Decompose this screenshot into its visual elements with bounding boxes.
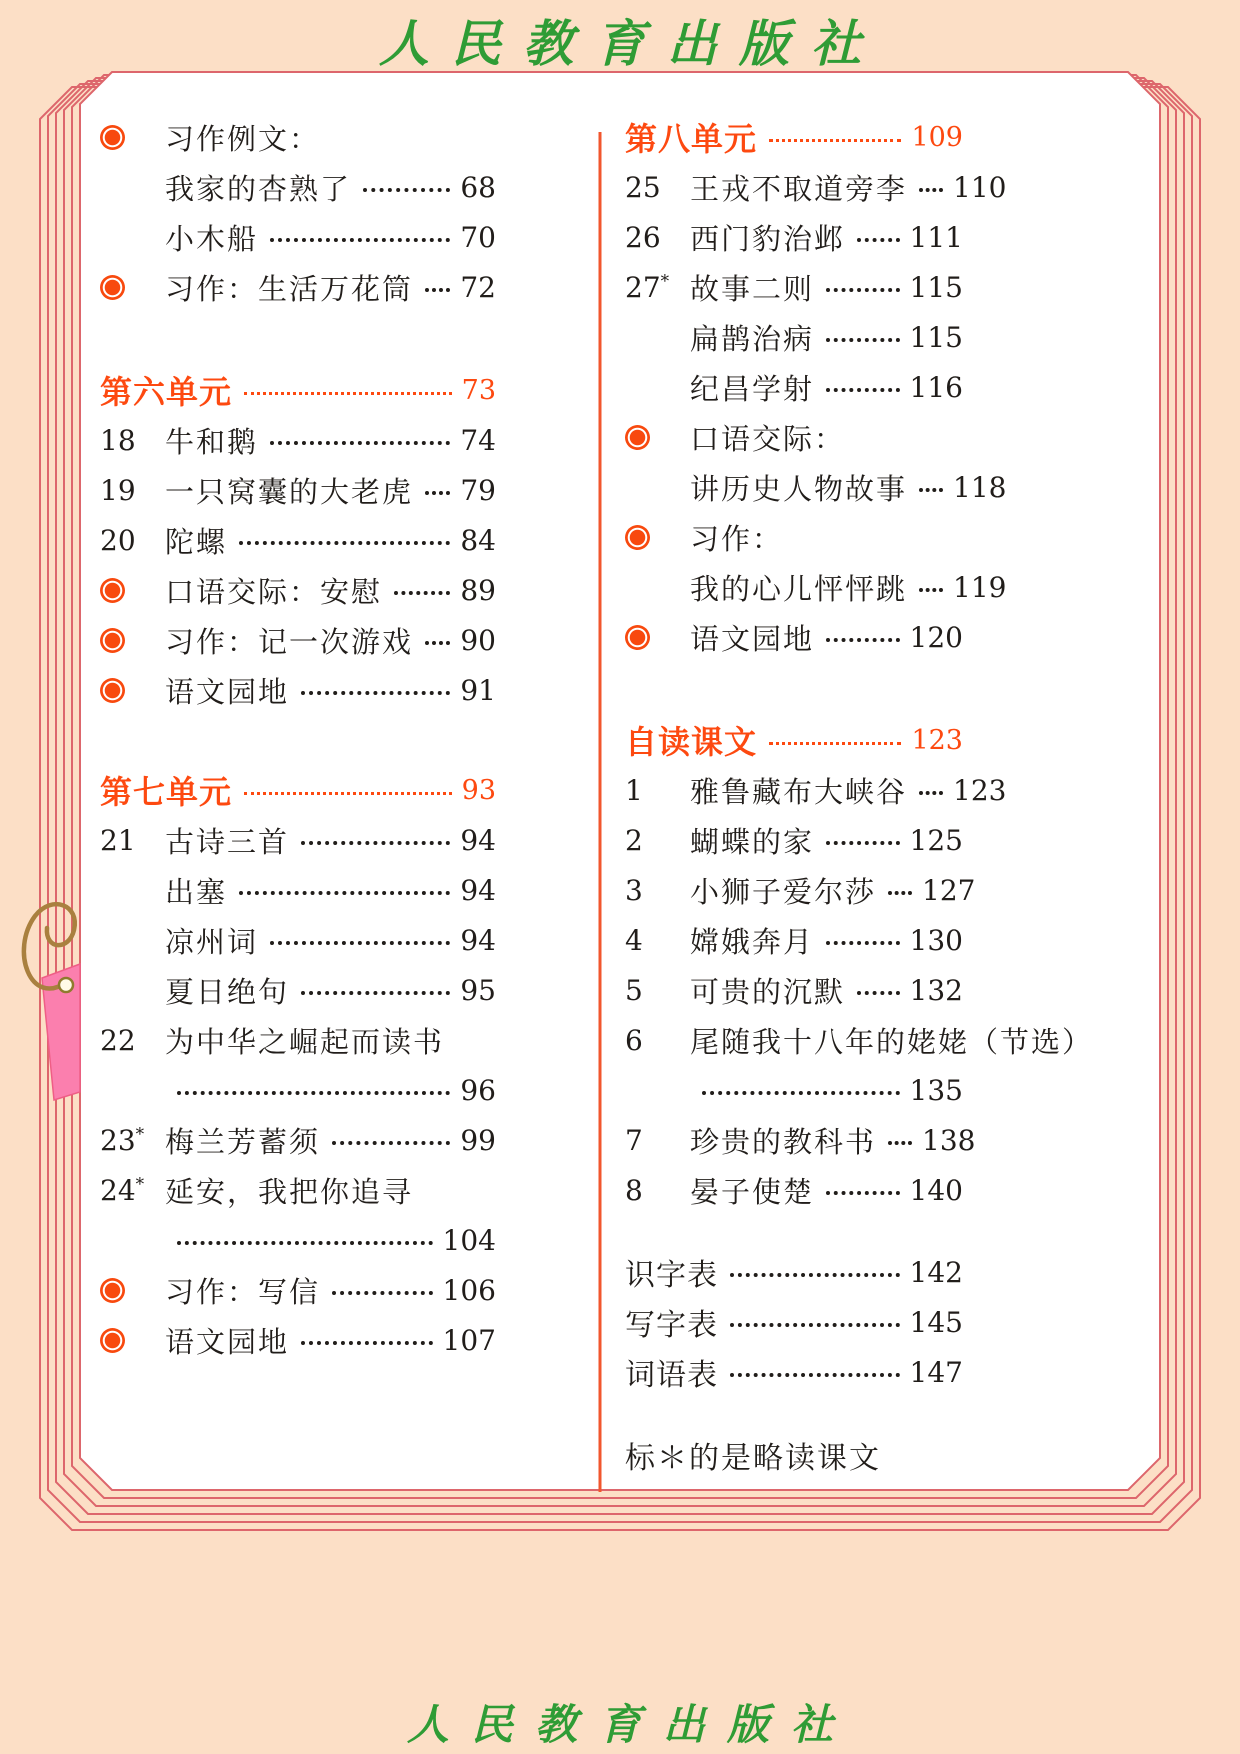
- dot-leader: [301, 691, 450, 695]
- lesson-number: 20: [100, 523, 136, 557]
- toc-entry: [100, 415, 496, 465]
- bullet-icon: [100, 678, 125, 703]
- entry-bullet-gutter: [100, 275, 165, 300]
- dot-leader: [239, 541, 450, 545]
- entry-title: 夏日绝句: [165, 976, 290, 1009]
- toc-entry: [100, 112, 496, 162]
- lesson-number: 25: [625, 170, 661, 204]
- dot-leader: [244, 792, 452, 795]
- entry-number-gutter: [625, 1174, 690, 1207]
- lesson-number: 19: [100, 473, 136, 507]
- toc-entry: [625, 765, 1007, 815]
- dot-leader: [730, 1323, 900, 1327]
- page-number: 91: [460, 673, 496, 707]
- lesson-number: 4: [625, 923, 643, 957]
- entry-title: 语文园地: [690, 623, 815, 656]
- lesson-number: 23*: [100, 1123, 145, 1157]
- toc-entry: [100, 162, 496, 212]
- page-number: 109: [911, 121, 963, 153]
- page-number: 95: [460, 973, 496, 1007]
- section-heading: [625, 112, 963, 162]
- dot-leader: [826, 338, 900, 342]
- page-number: 132: [909, 973, 963, 1007]
- entry-title: 牛和鹅: [165, 426, 259, 459]
- toc-entry: [625, 562, 1007, 612]
- page-number: 130: [909, 923, 963, 957]
- toc-entry: [100, 615, 496, 665]
- section-heading: [625, 715, 963, 765]
- dot-leader: [239, 891, 450, 895]
- dot-leader: [769, 139, 901, 142]
- toc-entry: [625, 462, 1007, 512]
- page-number: 123: [911, 724, 963, 756]
- entry-title: 习作：写信: [165, 1276, 321, 1309]
- toc-entry: [625, 815, 963, 865]
- section-title: 第六单元: [100, 374, 233, 410]
- section-heading: [100, 765, 496, 815]
- lesson-number: 21: [100, 823, 136, 857]
- entry-title: 一只窝囊的大老虎: [165, 476, 414, 509]
- toc-entry: [100, 1015, 496, 1065]
- dot-leader: [425, 491, 450, 495]
- entry-bullet-gutter: [100, 1278, 165, 1303]
- toc-column-left: [100, 112, 496, 1365]
- bullet-icon: [100, 1328, 125, 1353]
- dot-leader: [919, 791, 943, 795]
- dot-leader: [888, 891, 912, 895]
- toc-entry: [100, 1215, 496, 1265]
- page-number: 99: [460, 1123, 496, 1157]
- entry-title: 词语表: [625, 1359, 718, 1392]
- entry-title: 梅兰芳蓄须: [165, 1126, 321, 1159]
- page-number: 94: [460, 873, 496, 907]
- dot-leader: [826, 288, 900, 292]
- toc-entry: [625, 212, 963, 262]
- toc-entry: [100, 1065, 496, 1115]
- skim-text-star: *: [135, 1174, 145, 1195]
- dot-leader: [730, 1373, 900, 1377]
- page-number: 106: [442, 1273, 496, 1307]
- entry-title: 我家的杏熟了: [165, 173, 352, 206]
- page-number: 73: [461, 374, 496, 406]
- dot-leader: [363, 188, 450, 192]
- page-number: 115: [909, 320, 963, 354]
- entry-bullet-gutter: [100, 578, 165, 603]
- page-number: 140: [909, 1173, 963, 1207]
- lesson-number: 2: [625, 823, 643, 857]
- page-number: 94: [460, 923, 496, 957]
- dot-leader: [301, 1341, 433, 1345]
- section-gap: [625, 1215, 963, 1247]
- toc-entry: [625, 1065, 963, 1115]
- entry-bullet-gutter: [100, 125, 165, 150]
- footnote: [625, 1430, 963, 1480]
- entry-title: 口语交际：安慰: [165, 576, 383, 609]
- dot-leader: [826, 388, 900, 392]
- entry-title: 习作：生活万花筒: [165, 273, 414, 306]
- entry-title: 小狮子爱尔莎: [690, 876, 877, 909]
- page-number: 104: [442, 1223, 496, 1257]
- bullet-icon: [625, 625, 650, 650]
- entry-title: 尾随我十八年的姥姥（节选）: [690, 1026, 1094, 1059]
- toc-entry: [625, 1247, 963, 1297]
- entry-title: 讲历史人物故事: [690, 473, 908, 506]
- bullet-icon: [100, 275, 125, 300]
- toc-entry: [625, 965, 963, 1015]
- page-number: 115: [909, 270, 963, 304]
- entry-number-gutter: [625, 774, 690, 807]
- toc-entry: [625, 262, 963, 312]
- bookmark: [24, 904, 80, 1100]
- page-number: 70: [460, 220, 496, 254]
- entry-bullet-gutter: [100, 1328, 165, 1353]
- toc-entry: [100, 665, 496, 715]
- entry-number-gutter: [625, 1124, 690, 1157]
- page-number: 138: [922, 1123, 976, 1157]
- dot-leader: [769, 742, 901, 745]
- dot-leader: [826, 638, 900, 642]
- lesson-number: 18: [100, 423, 136, 457]
- page-number: 89: [460, 573, 496, 607]
- entry-title: 古诗三首: [165, 826, 290, 859]
- section-title: 第八单元: [625, 121, 758, 157]
- toc-entry: [100, 1115, 496, 1165]
- dot-leader: [332, 1141, 450, 1145]
- dot-leader: [425, 288, 450, 292]
- dot-leader: [857, 991, 900, 995]
- dot-leader: [888, 1141, 912, 1145]
- toc-entry: [625, 612, 963, 662]
- page-number: 94: [460, 823, 496, 857]
- publisher-logo-bottom: 人民教育出版社: [406, 1700, 855, 1749]
- page-number: 145: [909, 1305, 963, 1339]
- toc-entry: [100, 1165, 496, 1215]
- page-number: 120: [909, 620, 963, 654]
- toc-entry: [625, 1015, 1094, 1065]
- toc-entry: [625, 162, 1007, 212]
- bullet-icon: [100, 125, 125, 150]
- toc-entry: [625, 1165, 963, 1215]
- entry-bullet-gutter: [625, 425, 690, 450]
- toc-entry: [100, 212, 496, 262]
- bullet-icon: [100, 628, 125, 653]
- page-number: 93: [461, 774, 496, 806]
- page-number: 74: [460, 423, 496, 457]
- entry-number-gutter: [625, 221, 690, 254]
- entry-number-gutter: [625, 974, 690, 1007]
- entry-number-gutter: [100, 424, 165, 457]
- entry-title: 雅鲁藏布大峡谷: [690, 776, 908, 809]
- bullet-icon: [100, 578, 125, 603]
- lesson-number: 6: [625, 1023, 643, 1057]
- entry-title: 习作例文：: [165, 123, 321, 156]
- page-number: 127: [922, 873, 976, 907]
- entry-title: 陀螺: [165, 526, 228, 559]
- entry-number-gutter: [625, 171, 690, 204]
- lesson-number: 26: [625, 220, 661, 254]
- toc-entry: [625, 362, 963, 412]
- dot-leader: [919, 488, 943, 492]
- page-number: 123: [953, 773, 1007, 807]
- bullet-icon: [625, 525, 650, 550]
- page-number: 96: [460, 1073, 496, 1107]
- dot-leader: [730, 1273, 900, 1277]
- entry-title: 珍贵的教科书: [690, 1126, 877, 1159]
- toc-entry: [625, 512, 963, 562]
- toc-entry: [100, 915, 496, 965]
- lesson-number: 8: [625, 1173, 643, 1207]
- toc-entry: [100, 262, 496, 312]
- entry-title: 为中华之崛起而读书: [165, 1026, 445, 1059]
- dot-leader: [270, 238, 450, 242]
- dot-leader: [301, 991, 450, 995]
- dot-leader: [425, 641, 450, 645]
- page-number: 118: [953, 470, 1007, 504]
- section-gap: [100, 312, 496, 365]
- toc-entry: [100, 815, 496, 865]
- page-number: 135: [909, 1073, 963, 1107]
- footnote-text: 标＊的是略读课文: [625, 1442, 881, 1475]
- toc-entry: [100, 965, 496, 1015]
- toc-entry: [625, 865, 976, 915]
- page-number: 72: [460, 270, 496, 304]
- entry-title: 晏子使楚: [690, 1176, 815, 1209]
- entry-title: 可贵的沉默: [690, 976, 846, 1009]
- entry-number-gutter: [100, 824, 165, 857]
- section-gap: [625, 662, 963, 715]
- entry-title: 口语交际：: [690, 423, 846, 456]
- skim-text-star: *: [135, 1124, 145, 1145]
- entry-number-gutter: [100, 524, 165, 557]
- entry-title: 王戎不取道旁李: [690, 173, 908, 206]
- page-number: 110: [953, 170, 1007, 204]
- toc-entry: [100, 465, 496, 515]
- lesson-number: 5: [625, 973, 643, 1007]
- skim-text-star: *: [660, 271, 670, 292]
- entry-title: 习作：: [690, 523, 784, 556]
- entry-title: 延安，我把你追寻: [165, 1176, 414, 1209]
- entry-title: 纪昌学射: [690, 373, 815, 406]
- dot-leader: [702, 1091, 900, 1095]
- entry-title: 故事二则: [690, 273, 815, 306]
- section-title: 自读课文: [625, 724, 758, 760]
- toc-entry: [100, 865, 496, 915]
- dot-leader: [919, 588, 943, 592]
- entry-title: 习作：记一次游戏: [165, 626, 414, 659]
- entry-bullet-gutter: [625, 525, 690, 550]
- dot-leader: [826, 941, 900, 945]
- page-number: 90: [460, 623, 496, 657]
- dot-leader: [394, 591, 450, 595]
- entry-title: 语文园地: [165, 1326, 290, 1359]
- toc-entry: [625, 412, 963, 462]
- section-gap: [625, 1397, 963, 1430]
- toc-entry: [625, 1347, 963, 1397]
- publisher-logo-top: 人民教育出版社: [379, 14, 883, 73]
- dot-leader: [177, 1091, 450, 1095]
- entry-number-gutter: [625, 824, 690, 857]
- toc-entry: [625, 312, 963, 362]
- toc-column-right: [625, 112, 1094, 1480]
- entry-title: 出塞: [165, 876, 228, 909]
- dot-leader: [270, 441, 450, 445]
- lesson-number: 1: [625, 773, 643, 807]
- entry-title: 扁鹊治病: [690, 323, 815, 356]
- dot-leader: [301, 841, 450, 845]
- lesson-number: 27*: [625, 270, 670, 304]
- entry-title: 凉州词: [165, 926, 259, 959]
- entry-number-gutter: [625, 924, 690, 957]
- entry-title: 小木船: [165, 223, 259, 256]
- entry-number-gutter: [100, 1024, 165, 1057]
- section-heading: [100, 365, 496, 415]
- lesson-number: 22: [100, 1023, 136, 1057]
- toc-entry: [625, 1115, 976, 1165]
- toc-entry: [625, 1297, 963, 1347]
- toc-entry: [100, 565, 496, 615]
- entry-title: 蝴蝶的家: [690, 826, 815, 859]
- page-number: 116: [909, 370, 963, 404]
- entry-title: 语文园地: [165, 676, 290, 709]
- dot-leader: [177, 1241, 433, 1245]
- lesson-number: 3: [625, 873, 643, 907]
- page-number: 84: [460, 523, 496, 557]
- bullet-icon: [100, 1278, 125, 1303]
- dot-leader: [857, 238, 900, 242]
- entry-number-gutter: [625, 874, 690, 907]
- entry-number-gutter: [100, 1124, 165, 1157]
- page-number: 147: [909, 1355, 963, 1389]
- dot-leader: [919, 188, 943, 192]
- dot-leader: [332, 1291, 433, 1295]
- dot-leader: [270, 941, 450, 945]
- page-number: 107: [442, 1323, 496, 1357]
- entry-title: 嫦娥奔月: [690, 926, 815, 959]
- section-gap: [100, 715, 496, 765]
- entry-title: 西门豹治邺: [690, 223, 846, 256]
- entry-number-gutter: [625, 1024, 690, 1057]
- entry-number-gutter: [100, 1174, 165, 1207]
- page-number: 119: [953, 570, 1007, 604]
- lesson-number: 7: [625, 1123, 643, 1157]
- dot-leader: [244, 392, 452, 395]
- page-number: 79: [460, 473, 496, 507]
- page-number: 142: [909, 1255, 963, 1289]
- entry-bullet-gutter: [100, 628, 165, 653]
- section-title: 第七单元: [100, 774, 233, 810]
- toc-entry: [100, 515, 496, 565]
- bookmark-eyelet: [59, 978, 73, 992]
- entry-title: 写字表: [625, 1309, 718, 1342]
- toc-entry: [100, 1265, 496, 1315]
- page-number: 125: [909, 823, 963, 857]
- toc-entry: [625, 915, 963, 965]
- page-number: 68: [460, 170, 496, 204]
- page-number: 111: [909, 220, 963, 254]
- entry-number-gutter: [625, 271, 690, 304]
- lesson-number: 24*: [100, 1173, 145, 1207]
- toc-entry: [100, 1315, 496, 1365]
- dot-leader: [826, 841, 900, 845]
- entry-number-gutter: [100, 474, 165, 507]
- bullet-icon: [625, 425, 650, 450]
- entry-title: 识字表: [625, 1259, 718, 1292]
- entry-bullet-gutter: [625, 625, 690, 650]
- entry-bullet-gutter: [100, 678, 165, 703]
- entry-title: 我的心儿怦怦跳: [690, 573, 908, 606]
- dot-leader: [826, 1191, 900, 1195]
